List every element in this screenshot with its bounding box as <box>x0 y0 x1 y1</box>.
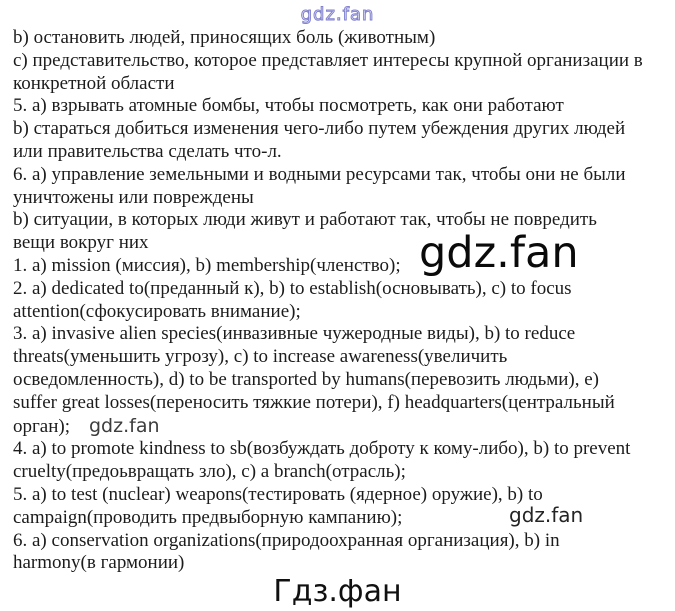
text-line: 6. a) conservation organizations(природоохранная организация), b) in <box>13 529 560 551</box>
watermark-top: gdz.fan <box>300 4 375 25</box>
text-line <box>13 415 643 439</box>
text-line: 1. a) mission (миссия), b) membership(членство); <box>13 254 401 276</box>
text-line: вещи вокруг них <box>13 232 149 254</box>
text-line: 2. a) dedicated to(преданный к), b) to establish(основывать), c) to focus <box>13 277 572 299</box>
text-line: b) остановить людей, приносящих боль (животным) <box>13 27 436 48</box>
text-line: или правительства сделать что-л. <box>13 140 282 162</box>
site-footer-logo: Гдз.фан <box>273 574 402 609</box>
text-line: 3. a) invasive alien species(инвазивные чужеродные виды), b) to reduce <box>13 323 576 345</box>
text-line: cruelty(предоьвращать зло), c) a branch(отрасль); <box>13 461 406 483</box>
document-text <box>13 27 643 575</box>
text-line: осведомленность), d) to be transported by humans(перевозить людьми), e) <box>13 368 600 390</box>
text-line: b) ситуации, в которых люди живут и работают так, чтобы не повредить <box>13 209 597 231</box>
text-line: campaign(проводить предвыборную кампанию); <box>13 506 403 528</box>
watermark-big: gdz.fan <box>419 228 579 278</box>
watermark-inline: gdz.fan <box>89 414 160 437</box>
text-line: c) представительство, которое представляет интересы крупной организации в <box>13 49 643 71</box>
text-line: harmony(в гармонии) <box>13 552 185 574</box>
text-line: 5. a) to test (nuclear) weapons(тестировать (ядерное) оружие), b) to <box>13 483 543 505</box>
text-line: threats(уменьшить угрозу), c) to increase awareness(увеличить <box>13 346 508 368</box>
text-line: 4. a) to promote kindness to sb(возбуждать доброту к кому-либо), b) to prevent <box>13 438 631 460</box>
text-line: 6. a) управление земельными и водными ресурсами так, чтобы они не были <box>13 163 626 185</box>
text-line: suffer great losses(переносить тяжкие потери), f) headquarters(центральный <box>13 391 615 413</box>
text-line: b) стараться добиться изменения чего-либо путем убеждения других людей <box>13 118 626 140</box>
text-line: уничтожены или повреждены <box>13 186 254 208</box>
text-line: 5. a) взрывать атомные бомбы, чтобы посмотреть, как они работают <box>13 95 564 117</box>
text-line-fragment: орган); <box>13 415 70 437</box>
watermark-right: gdz.fan <box>509 503 584 527</box>
text-line: конкретной области <box>13 72 175 94</box>
text-line: attention(сфокусировать внимание); <box>13 300 301 322</box>
